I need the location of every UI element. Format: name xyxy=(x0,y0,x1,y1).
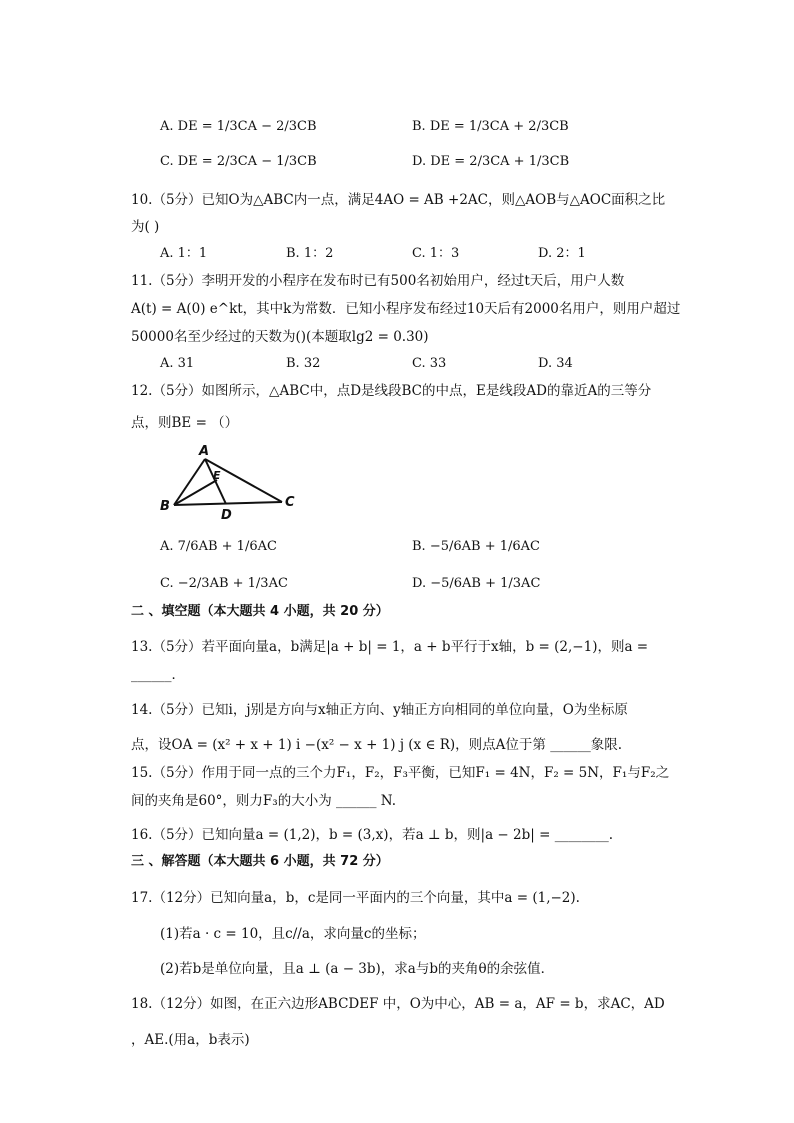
q14-line-1: 14.（5分）已知i，j别是方向与x轴正方向、y轴正方向相同的单位向量，O为坐标原 xyxy=(131,702,628,718)
q13-line-1: 13.（5分）若平面向量a，b满足|a + b| = 1，a + b平行于x轴，b = (2,−1)，则a = xyxy=(131,639,649,655)
q16-line-1: 16.（5分）已知向量a = (1,2)，b = (3,x)，若a ⊥ b，则|a − 2b| = ________. xyxy=(131,827,613,843)
q15-line-1: 15.（5分）作用于同一点的三个力F₁，F₂，F₃平衡，已知F₁ = 4N，F₂ = 5N，F₁与F₂之 xyxy=(131,765,670,781)
edge-bc xyxy=(174,502,282,505)
section-solutions-heading: 三 、解答题（本大题共 6 小题，共 72 分） xyxy=(131,854,389,869)
q12-option-b: B. −5/6AB + 1/6AC xyxy=(412,539,540,554)
q9-option-c: C. DE = 2/3CA − 1/3CB xyxy=(160,154,317,169)
q11-option-d: D. 34 xyxy=(538,356,573,371)
q10-option-c: C. 1：3 xyxy=(412,246,460,261)
section-fill-in-heading: 二 、填空题（本大题共 4 小题，共 20 分） xyxy=(131,604,389,619)
q11-line-1: 11.（5分）李明开发的小程序在发布时已有500名初始用户，经过t天后，用户人数 xyxy=(131,273,625,289)
q10-option-b: B. 1：2 xyxy=(286,246,334,261)
q15-line-2: 间的夹角是60°，则力F₃的大小为 ______ N. xyxy=(131,793,397,809)
vertex-label-d: D xyxy=(221,508,232,522)
q14-line-2: 点，设OA = (x² + x + 1) i −(x² − x + 1) j (x ∈ R)，则点A位于第 ______象限. xyxy=(131,737,623,753)
vertex-label-e: E xyxy=(213,469,221,482)
q12-option-a: A. 7/6AB + 1/6AC xyxy=(160,539,277,554)
segment-be xyxy=(174,480,217,505)
vertex-label-b: B xyxy=(160,499,170,514)
q11-line-2: A(t) = A(0) e^kt，其中k为常数．已知小程序发布经过10天后有2000名用户，则用户超过 xyxy=(131,301,681,317)
q9-option-d: D. DE = 2/3CA + 1/3CB xyxy=(412,154,570,169)
q17-line-1: 17.（12分）已知向量a，b，c是同一平面内的三个向量，其中a = (1,−2). xyxy=(131,890,580,906)
q10-option-d: D. 2：1 xyxy=(538,246,586,261)
q11-option-b: B. 32 xyxy=(286,356,321,371)
q11-line-3: 50000名至少经过的天数为()(本题取lg2 = 0.30) xyxy=(131,329,429,345)
vertex-label-c: C xyxy=(285,495,295,510)
q10-line-1: 10.（5分）已知O为△ABC内一点，满足4AO = AB +2AC，则△AOB与△AOC面积之比 xyxy=(131,192,666,208)
vertex-label-a: A xyxy=(199,444,210,459)
edge-ab xyxy=(174,459,205,505)
q18-line-2: ，AE.(用a，b表示) xyxy=(131,1032,250,1048)
q12-option-d: D. −5/6AB + 1/3AC xyxy=(412,576,541,591)
q12-option-c: C. −2/3AB + 1/3AC xyxy=(160,576,288,591)
q9-option-b: B. DE = 1/3CA + 2/3CB xyxy=(412,119,569,134)
q10-line-2: 为( ) xyxy=(131,219,160,235)
q12-line-1: 12.（5分）如图所示，△ABC中，点D是线段BC的中点，E是线段AD的靠近A的三等分 xyxy=(131,383,652,399)
q17-line-3: (2)若b是单位向量，且a ⊥ (a − 3b)，求a与b的夹角θ的余弦值． xyxy=(160,961,555,977)
q18-line-1: 18.（12分）如图，在正六边形ABCDEF 中，O为中心，AB = a，AF = b，求AC，AD xyxy=(131,996,665,1012)
q11-option-c: C. 33 xyxy=(412,356,447,371)
q10-option-a: A. 1：1 xyxy=(160,246,208,261)
q12-line-2: 点，则BE = （） xyxy=(131,415,239,431)
q13-line-2: ______． xyxy=(131,667,185,683)
q11-option-a: A. 31 xyxy=(160,356,195,371)
q17-line-2: (1)若a · c = 10，且c//a，求向量c的坐标； xyxy=(160,926,426,942)
triangle-figure xyxy=(158,442,308,522)
q9-option-a: A. DE = 1/3CA − 2/3CB xyxy=(160,119,317,134)
